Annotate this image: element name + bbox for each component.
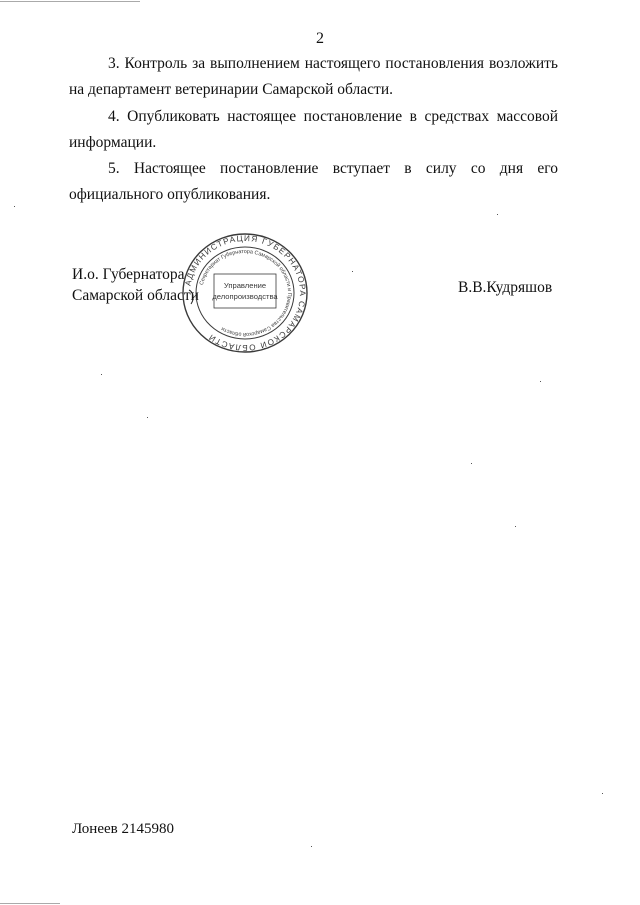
scan-speck [147,417,148,418]
signer-title-line: И.о. Губернатора [72,266,185,283]
paragraph-line: на департамент ветеринарии Самарской области. [69,81,393,98]
stamp-center-box [214,274,276,308]
paragraph-line: 3. Контроль за выполнением настоящего постановления возложить [108,55,558,72]
paragraph-5 [69,156,558,208]
scan-speck [497,214,498,215]
official-stamp [181,232,309,354]
signer-title-line: Самарской области [72,287,199,304]
signer-name: В.В.Кудряшов [458,279,553,296]
page-number: 2 [316,30,324,47]
scan-speck [311,846,312,847]
scan-speck [101,374,102,375]
paragraph-4 [69,104,558,156]
scan-speck [540,381,541,382]
top-scan-edge [0,1,140,2]
paragraph-line: 5. Настоящее постановление вступает в силу со дня его [108,160,558,177]
paragraph-3 [69,51,558,103]
stamp-outer-text: АДМИНИСТРАЦИЯ ГУБЕРНАТОРА САМАРСКОЙ ОБЛАСТИ [183,233,308,353]
scan-speck [352,271,353,272]
scan-speck [471,463,472,464]
scan-speck [515,526,516,527]
paragraph-line: информации. [69,134,157,151]
paragraph-line: 4. Опубликовать настоящее постановление в средствах массовой [108,108,558,125]
signature-stroke [189,290,193,304]
stamp-center-line: делопроизводства [212,292,278,301]
stamp-inner-text: Секретариат Губернатора Самарской области и Правительства Самарской области [198,248,293,338]
scan-speck [602,793,603,794]
scan-speck [14,206,15,207]
signer-title [72,264,199,306]
paragraph-line: официального опубликования. [69,186,271,203]
bottom-scan-edge [0,903,60,904]
stamp-center-line: Управление [223,281,267,290]
executor-contact: Лонеев 2145980 [72,821,174,837]
